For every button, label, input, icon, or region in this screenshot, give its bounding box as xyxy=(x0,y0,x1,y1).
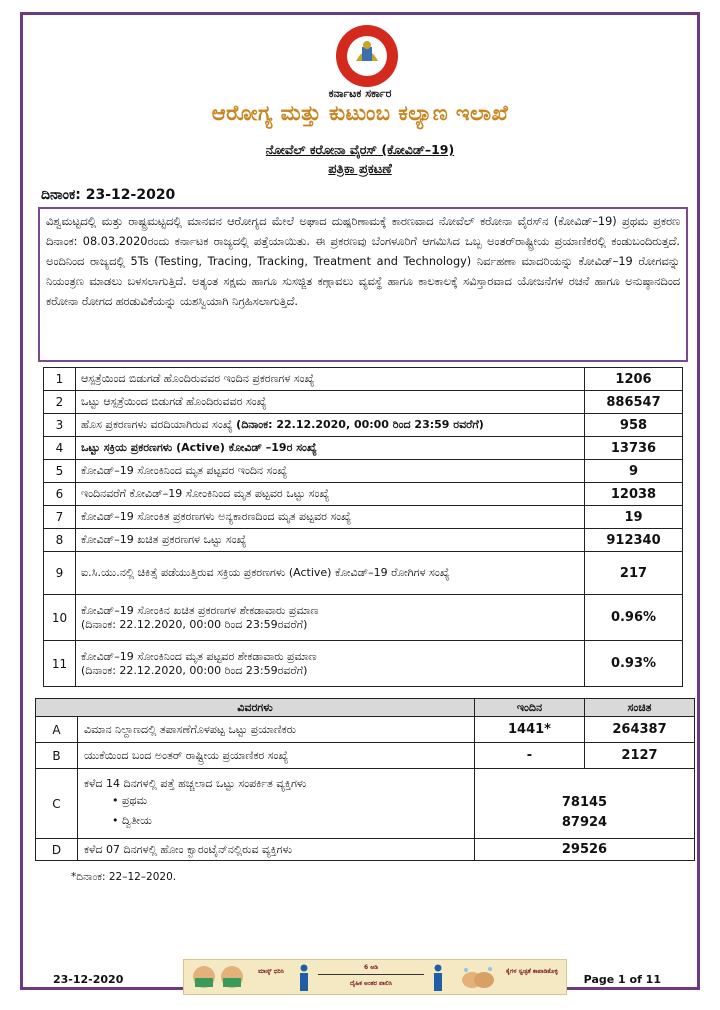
row-value: 13736 xyxy=(585,437,683,460)
row-number: 11 xyxy=(44,641,76,687)
row-description xyxy=(76,414,585,437)
table-row xyxy=(44,595,683,641)
row-label: D xyxy=(36,839,78,861)
travel-table xyxy=(35,698,695,861)
row-number: 4 xyxy=(44,437,76,460)
row-description-note: (ದಿನಾಂಕ: 22.12.2020, 00:00 ರಿಂದ 23:59ರವರೆಗೆ) xyxy=(81,617,308,631)
row-label: A xyxy=(36,717,78,743)
table-row xyxy=(44,483,683,506)
row-label: B xyxy=(36,743,78,769)
banner-distance: 6 ಅಡಿ xyxy=(364,964,378,971)
table-row xyxy=(44,391,683,414)
table-row xyxy=(44,529,683,552)
banner-mask-text: ಮಾಸ್ಕ್ ಧರಿಸಿ xyxy=(258,968,284,975)
person-right-icon xyxy=(432,964,444,992)
list-item: • ಪ್ರಥಮ xyxy=(112,793,148,807)
row-description: ಒಟ್ಟು ಸಕ್ರಿಯ ಪ್ರಕರಣಗಳು (Active) ಕೋವಿಡ್ –19ರ ಸಂಖ್ಯೆ xyxy=(76,437,585,460)
table-row xyxy=(44,414,683,437)
list-item: • ದ್ವಿತೀಯ xyxy=(112,813,152,827)
department-title: ಆರೋಗ್ಯ ಮತ್ತು ಕುಟುಂಬ ಕಲ್ಯಾಣ ಇಲಾಖೆ xyxy=(211,101,509,125)
row-description xyxy=(78,769,475,839)
row-value: 9 xyxy=(585,460,683,483)
row-description-note: (ದಿನಾಂಕ: 22.12.2020, 00:00 ರಿಂದ 23:59ರವರೆಗೆ) xyxy=(81,663,308,677)
row-today: 1441* xyxy=(475,717,585,743)
stats-table xyxy=(43,367,683,687)
page-number: Page 1 of 11 xyxy=(583,973,661,986)
row-value: 19 xyxy=(585,506,683,529)
page-frame xyxy=(20,12,700,990)
table-row xyxy=(36,717,695,743)
row-value: 217 xyxy=(585,552,683,595)
row-number: 7 xyxy=(44,506,76,529)
row-description: ಯುಕೆಯಿಂದ ಬಂದ ಅಂತರ್ ರಾಷ್ಟ್ರೀಯ ಪ್ರಯಾಣಿಕರ ಸಂಖ್ಯೆ xyxy=(78,743,475,769)
row-label: C xyxy=(36,769,78,839)
row-description: ಕೋವಿಡ್–19 ಸೋಂಕಿತ ಪ್ರಕರಣಗಳು ಅನ್ಯಕಾರಣದಿಂದ ಮೃತ ಪಟ್ಟವರ ಸಂಖ್ಯೆ xyxy=(76,506,585,529)
row-number: 8 xyxy=(44,529,76,552)
row-number: 3 xyxy=(44,414,76,437)
row-number: 9 xyxy=(44,552,76,595)
row-value: 1206 xyxy=(585,368,683,391)
row-cumulative: 2127 xyxy=(585,743,695,769)
government-name: ಕರ್ನಾಟಕ ಸರ್ಕಾರ xyxy=(328,87,392,100)
row-description: ಇಂದಿನವರೆಗೆ ಕೋವಿಡ್–19 ಸೋಂಕಿನಿಂದ ಮೃತ ಪಟ್ಟವರ ಒಟ್ಟು ಸಂಖ್ಯೆ xyxy=(76,483,585,506)
row-value: 0.96% xyxy=(585,595,683,641)
row-number: 1 xyxy=(44,368,76,391)
primary-label: ಪ್ರಥಮ xyxy=(122,793,148,807)
bulletin-date: ದಿನಾಂಕ: 23-12-2020 xyxy=(41,187,176,203)
row-description-text: ಹೊಸ ಪ್ರಕರಣಗಳು ವರದಿಯಾಗಿರುವ ಸಂಖ್ಯೆ xyxy=(81,418,233,431)
primary-value: 78145 xyxy=(561,794,608,810)
row-description-note: (ದಿನಾಂಕ: 22.12.2020, 00:00 ರಿಂದ 23:59 ರವರೆಗೆ) xyxy=(236,418,484,431)
distance-arrow xyxy=(318,974,424,975)
row-value: 12038 xyxy=(585,483,683,506)
bulletin-title: ಪತ್ರಿಕಾ ಪ್ರಕಟಣೆ xyxy=(328,162,392,177)
header-today: ಇಂದಿನ xyxy=(475,699,585,717)
table-row xyxy=(36,743,695,769)
secondary-label: ದ್ವಿತೀಯ xyxy=(122,813,152,827)
row-today: - xyxy=(475,743,585,769)
intro-paragraph: ವಿಶ್ವಮಟ್ಟದಲ್ಲಿ ಮತ್ತು ರಾಷ್ಟ್ರಮಟ್ಟದಲ್ಲಿ ಮಾನವನ ಆರೋಗ್ಯದ ಮೇಲೆ ಅಘಾದ ದುಷ್ಪರಿಣಾಮಕ್ಕೆ ಕಾರಣವಾದ ನೋವೆಲ್ ಕರೋನಾ ವೈರಸ್‌ನ (ಕೋವಿಡ್–19) ಪ್ರಥಮ ಪ್ರಕರಣ ದಿನಾಂಕ: 08.03.2020ರಂದು ಕರ್ನಾಟಕ ರಾಜ್ಯದಲ್ಲಿ ಪತ್ತೆಯಾಯಿತು. ಈ ಪ್ರಕರಣವು ಬೆಂಗಳೂರಿಗೆ ಆಗಮಿಸಿದ ಒಬ್ಬ ಅಂತರ್‌ರಾಷ್ಟ್ರೀಯ ಪ್ರಯಾಣಿಕರಲ್ಲಿ ಕಂಡುಬಂದಿರುತ್ತದೆ. ಅಂದಿನಿಂದ ರಾಜ್ಯದಲ್ಲಿ 5Ts (Testing, Tracing, Tracking, Treatment and Technology) ನಿರ್ವಹಣಾ ಮಾದರಿಯನ್ನು ಕೋವಿಡ್–19 ರೋಗವನ್ನು ನಿಯಂತ್ರಣ ಮಾಡಲು ಬಳಸಲಾಗುತ್ತಿದೆ. ಅತ್ಯಂತ ಸಕ್ಷಮ ಹಾಗೂ ಸುಸಜ್ಜಿತ ಕಣ್ಗಾವಲು ವ್ಯವಸ್ಥೆ ಹಾಗೂ ಕಾಲಕಾಲಕ್ಕೆ ಸವಿಸ್ತಾರವಾದ ಯೋಜನೆಗಳ ರಚನೆ ಹಾಗೂ ಅನುಷ್ಠಾನದಿಂದ ಕರೋನಾ ರೋಗದ ಹರಡುವಿಕೆಯನ್ನು ಯಶಸ್ವಿಯಾಗಿ ನಿಗ್ರಹಿಸಲಾಗುತ್ತಿದೆ. xyxy=(38,207,688,362)
row-description-text: ಕೋವಿಡ್–19 ಸೋಂಕಿನ ಖಚಿತ ಪ್ರಕರಣಗಳ ಶೇಕಡಾವಾರು ಪ್ರಮಾಣ xyxy=(81,603,319,617)
table-row xyxy=(44,552,683,595)
row-description xyxy=(76,595,585,641)
row-value: 0.93% xyxy=(585,641,683,687)
row-description: ಕೋವಿಡ್–19 ಖಚಿತ ಪ್ರಕರಣಗಳ ಒಟ್ಟು ಸಂಖ್ಯೆ xyxy=(76,529,585,552)
row-number: 5 xyxy=(44,460,76,483)
banner-distance-label: ದೈಹಿಕ ಅಂತರ ಪಾಲಿಸಿ xyxy=(349,980,393,987)
row-values xyxy=(475,769,695,839)
table-row xyxy=(44,368,683,391)
row-description xyxy=(76,641,585,687)
footnote: *ದಿನಾಂಕ: 22–12–2020. xyxy=(71,871,177,883)
header-cumulative: ಸಂಚಿತ xyxy=(585,699,695,717)
row-description: ಐ.ಸಿ.ಯು.ನಲ್ಲಿ ಚಿಕಿತ್ಸೆ ಪಡೆಯುತ್ತಿರುವ ಸಕ್ರಿಯ ಪ್ರಕರಣಗಳು (Active) ಕೋವಿಡ್–19 ರೋಗಿಗಳ ಸಂಖ್ಯೆ xyxy=(76,552,585,595)
row-description: ಕಳೆದ 07 ದಿನಗಳಲ್ಲಿ ಹೋಂ ಕ್ವಾರಂಟೈನ್‌ನಲ್ಲಿರುವ ವ್ಯಕ್ತಿಗಳು xyxy=(78,839,475,861)
row-description: ಆಸ್ಪತ್ರೆಯಿಂದ ಬಿಡುಗಡೆ ಹೊಂದಿರುವವರ ಇಂದಿನ ಪ್ರಕರಣಗಳ ಸಂಖ್ಯೆ xyxy=(76,368,585,391)
row-value: 912340 xyxy=(585,529,683,552)
government-seal-icon xyxy=(332,23,402,89)
row-description: ವಿಮಾನ ನಿಲ್ದಾಣದಲ್ಲಿ ತಪಾಸಣೆಗೊಳಪಟ್ಟ ಒಟ್ಟು ಪ್ರಯಾಣಿಕರು xyxy=(78,717,475,743)
row-value: 29526 xyxy=(475,839,695,861)
table-row xyxy=(44,506,683,529)
safety-banner xyxy=(183,959,567,995)
mask-face-icon xyxy=(190,963,250,993)
row-number: 6 xyxy=(44,483,76,506)
row-number: 2 xyxy=(44,391,76,414)
table-row xyxy=(44,437,683,460)
hand-wash-icon xyxy=(458,964,498,992)
table-header-row xyxy=(36,699,695,717)
subject-title: ನೋವೆಲ್ ಕರೋನಾ ವೈರಸ್ (ಕೋವಿಡ್–19) xyxy=(265,142,455,157)
row-value: 958 xyxy=(585,414,683,437)
row-value: 886547 xyxy=(585,391,683,414)
row-description: ಒಟ್ಟು ಆಸ್ಪತ್ರೆಯಿಂದ ಬಿಡುಗಡೆ ಹೊಂದಿರುವವರ ಸಂಖ್ಯೆ xyxy=(76,391,585,414)
table-row xyxy=(36,839,695,861)
header-details: ವಿವರಗಳು xyxy=(36,699,475,717)
table-row xyxy=(44,641,683,687)
row-description-text: ಕೋವಿಡ್–19 ಸೋಂಕಿನಿಂದ ಮೃತ ಪಟ್ಟವರ ಶೇಕಡಾವಾರು ಪ್ರಮಾಣ xyxy=(81,649,317,663)
banner-hands-text: ಕೈಗಳ ಸ್ವಚ್ಛತೆ ಕಾಪಾಡಿಕೊಳ್ಳಿ xyxy=(506,968,558,975)
row-number: 10 xyxy=(44,595,76,641)
person-left-icon xyxy=(298,964,310,992)
row-description: ಕೋವಿಡ್–19 ಸೋಂಕಿನಿಂದ ಮೃತ ಪಟ್ಟವರ ಇಂದಿನ ಸಂಖ್ಯೆ xyxy=(76,460,585,483)
secondary-value: 87924 xyxy=(561,814,608,830)
table-row xyxy=(36,769,695,839)
row-cumulative: 264387 xyxy=(585,717,695,743)
row-description-text: ಕಳೆದ 14 ದಿನಗಳಲ್ಲಿ ಪತ್ತೆ ಹಚ್ಚಲಾದ ಒಟ್ಟು ಸಂಪರ್ಕಿತ ವ್ಯಕ್ತಿಗಳು xyxy=(84,776,307,790)
table-row xyxy=(44,460,683,483)
footer-date: 23-12-2020 xyxy=(53,973,124,986)
